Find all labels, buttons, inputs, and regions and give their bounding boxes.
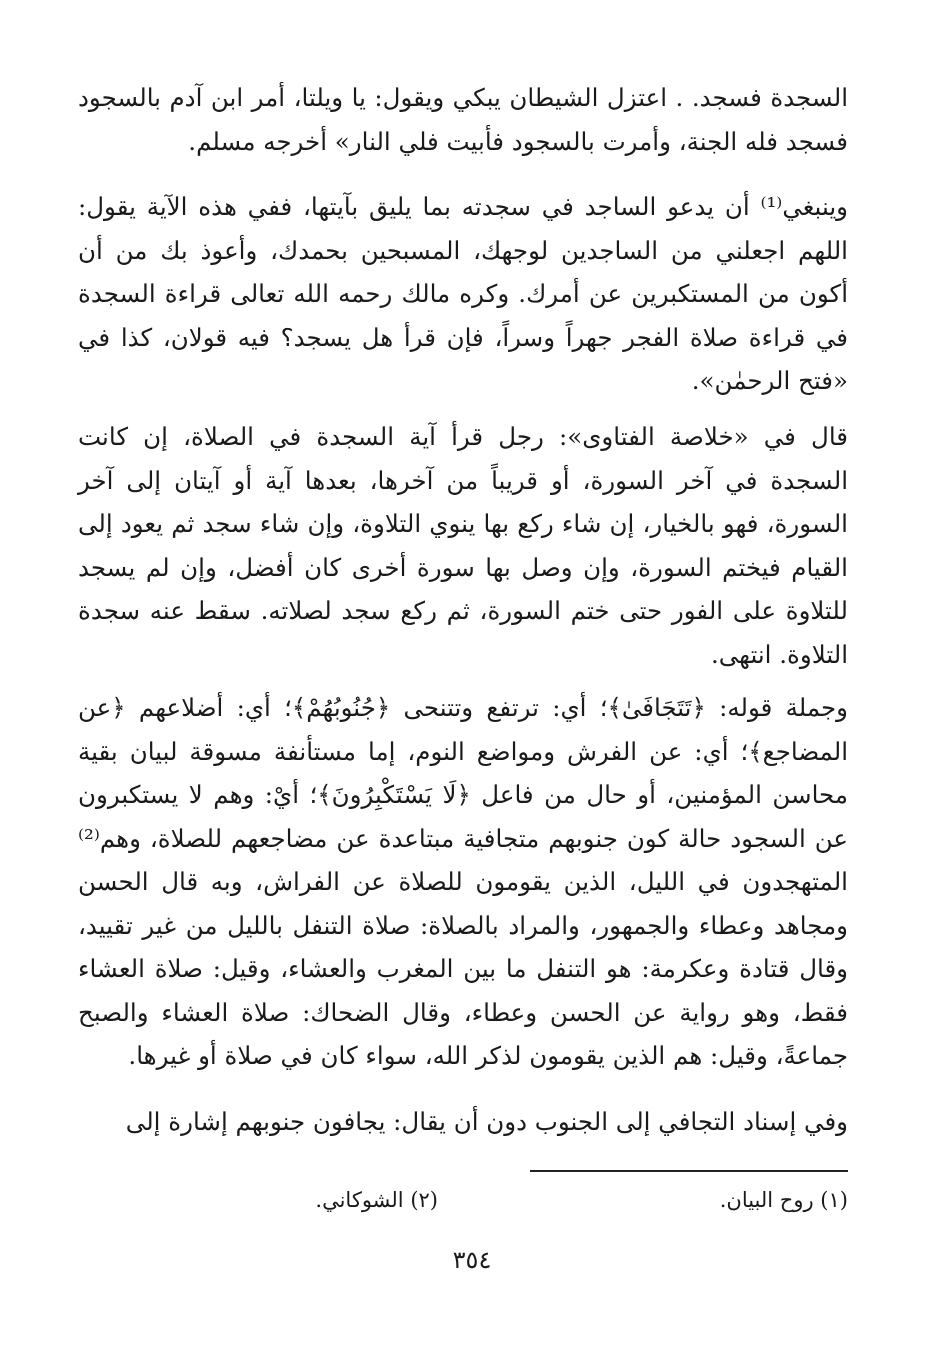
paragraph-1: السجدة فسجد. . اعتزل الشيطان يبكي ويقول: يا ويلتا، أمر ابن آدم بالسجود فسجد فله الجنة، وأمرت بالسجود فأبيت فلي النار» أخرجه مسلم.	[78, 83, 848, 156]
paragraph-4: وجملة قوله: ﴿تَتَجَافَىٰ﴾؛ أي: ترتفع وتتنحى ﴿جُنُوبُهُمْ﴾؛ أي: أضلاعهم ﴿عن المضاجع﴾؛ أي: عن الفرش ومواضع النوم، إما مستأنفة مسوقة لبيان بقية محاسن المؤمنين، أو حال من فاعل ﴿لَا يَسْتَكْبِرُونَ﴾؛ أيْ: وهم لا يستكبرون عن السجود حالة كون جنوبهم متجافية مبتاعدة عن مضاجعهم للصلاة، وهم⁽²⁾ المتهجدون في الليل، الذين يقومون للصلاة عن الفراش، وبه قال الحسن ومجاهد وعطاء والجمهور، والمراد بالصلاة: صلاة التنفل بالليل من غير تقييد، وقال قتادة وعكرمة: هو التنفل ما بين المغرب والعشاء، وقيل: صلاة العشاء فقط، وهو رواية عن الحسن وعطاء، وقال الضحاك: صلاة العشاء والصبح جماعةً، وقيل: هم الذين يقومون لذكر الله، سواء كان في صلاة أو غيرها.	[78, 693, 848, 1070]
footnote-divider	[530, 1170, 848, 1172]
page-number: ٣٥٤	[452, 1246, 492, 1274]
footnote-2: (٢) الشوكاني.	[315, 1188, 438, 1212]
paragraph-2: وينبغي⁽¹⁾ أن يدعو الساجد في سجدته بما يليق بآيتها، ففي هذه الآية يقول: اللهم اجعلني من الساجدين لوجهك، المسبحين بحمدك، وأعوذ بك من أن أكون من المستكبرين عن أمرك. وكره مالك رحمه الله تعالى قراءة السجدة في قراءة صلاة الفجر جهراً وسراً، فإن قرأ هل يسجد؟ فيه قولان، كذا في «فتح الرحمٰن».	[78, 192, 848, 395]
paragraph-3: قال في «خلاصة الفتاوى»: رجل قرأ آية السجدة في الصلاة، إن كانت السجدة في آخر السورة، أو قريباً من آخرها، بعدها آية أو آيتان إلى آخر السورة، فهو بالخيار، إن شاء ركع بها ينوي التلاوة، وإن شاء سجد ثم يعود إلى القيام فيختم السورة، وإن وصل بها سورة أخرى كان أفضل، وإن لم يسجد للتلاوة على الفور حتى ختم السورة، ثم ركع سجد لصلاته. سقط عنه سجدة التلاوة. انتهى.	[78, 422, 848, 669]
footnote-1: (١) روح البيان.	[719, 1188, 848, 1212]
footnotes	[78, 1188, 848, 1224]
paragraph-5: وفي إسناد التجافي إلى الجنوب دون أن يقال: يجافون جنوبهم إشارة إلى	[125, 1107, 848, 1136]
